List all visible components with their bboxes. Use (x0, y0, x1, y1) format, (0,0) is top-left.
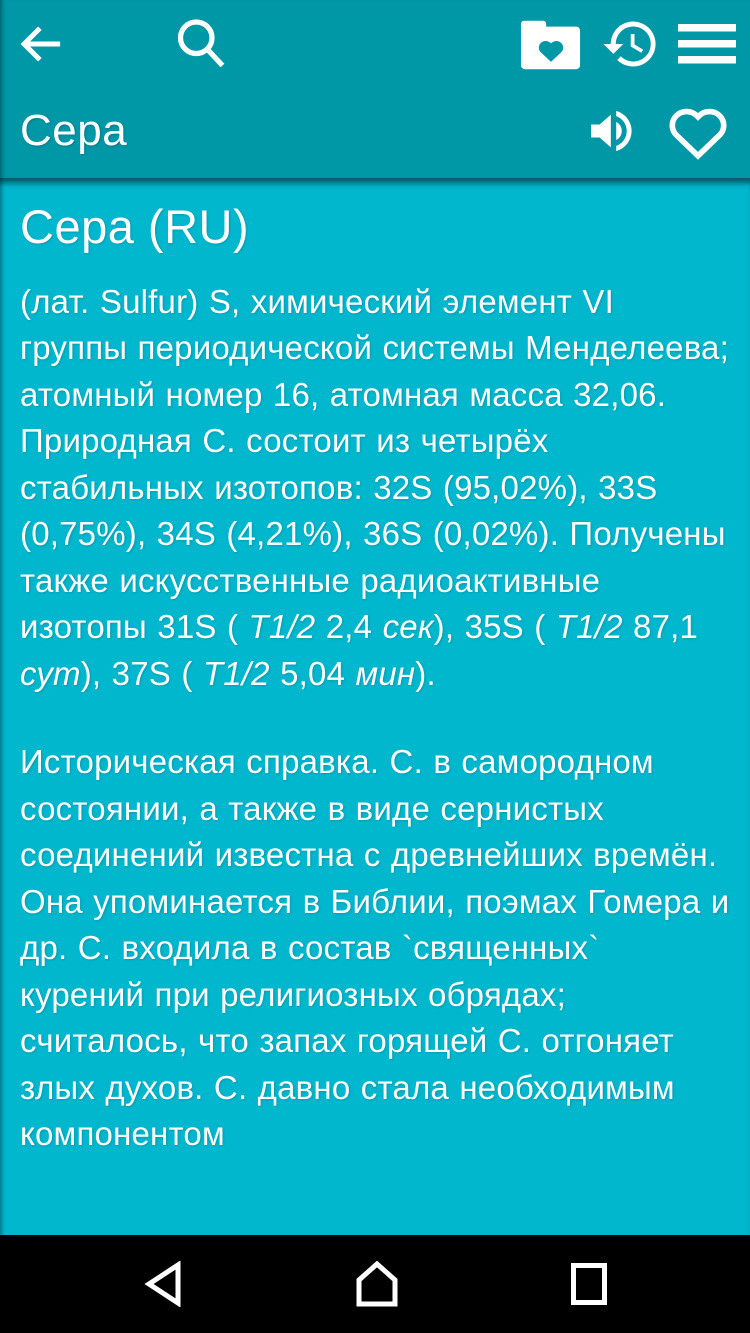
favorite-button[interactable] (662, 100, 734, 162)
menu-button[interactable] (678, 22, 736, 66)
text-run: (лат. Sulfur) S, химический элемент VI группы периодической системы Менделеева; атомный номер 16, атомная масса 32,06. Природная С. состоит из четырёх стабильных изотопов: 32S (95,02%), 33S (0,75%), 34S (4,21%), 36S (0,02%). Получены также искусственные радиоактивные изотопы 31S ( (20, 282, 729, 646)
favorites-folder-button[interactable] (520, 18, 582, 70)
folder-heart-icon (520, 18, 582, 70)
nav-back-triangle-icon (142, 1261, 184, 1307)
history-button[interactable] (600, 14, 660, 74)
text-run: мин (355, 654, 416, 692)
nav-recents-square-icon (570, 1262, 608, 1306)
text-run: 5,04 (269, 654, 356, 692)
word-title: Сера (20, 105, 128, 155)
heart-outline-icon (662, 100, 734, 162)
nav-home-icon (353, 1261, 401, 1307)
article-body (20, 279, 730, 1158)
article-heading: Сера (RU) (20, 200, 250, 253)
pronounce-button[interactable] (582, 103, 642, 159)
android-recents-button[interactable] (570, 1262, 608, 1306)
back-arrow-icon (14, 17, 68, 71)
article-paragraph (20, 739, 730, 1158)
text-run: Т1/2 (202, 654, 270, 692)
text-run: Т1/2 (248, 608, 316, 646)
text-run: 2,4 (315, 608, 383, 646)
app-bar-right-actions (520, 14, 736, 74)
hamburger-menu-icon (678, 22, 736, 66)
app-bar-actions-row (0, 0, 750, 97)
text-run: сек (382, 608, 434, 646)
word-title-row (0, 97, 750, 178)
word-actions (582, 100, 734, 162)
text-run: Историческая справка. С. в самородном состоянии, а также в виде сернистых соединений известна с древнейших времён. Она упоминается в Библии, поэмах Гомера и др. С. входила в состав `священных` курений при религиозных обрядах; считалось, что запах горящей С. отгоняет злых духов. С. давно стала необходимым компонентом (20, 743, 730, 1153)
text-run: Т1/2 (555, 608, 623, 646)
back-button[interactable] (14, 17, 68, 71)
text-run: сут (20, 654, 81, 692)
app-bar (0, 0, 750, 178)
history-clock-icon (600, 14, 660, 74)
article-scroll-area[interactable] (0, 178, 750, 1235)
android-back-button[interactable] (142, 1261, 184, 1307)
speaker-icon (582, 103, 642, 159)
text-run: ), 35S ( (433, 608, 556, 646)
search-button[interactable] (170, 14, 230, 74)
article-paragraph (20, 279, 730, 698)
text-run: 87,1 (622, 608, 699, 646)
search-icon (170, 14, 230, 74)
text-run: ), 37S ( (80, 654, 203, 692)
text-run: ). (415, 654, 436, 692)
android-home-button[interactable] (353, 1261, 401, 1307)
android-navigation-bar (0, 1235, 750, 1333)
